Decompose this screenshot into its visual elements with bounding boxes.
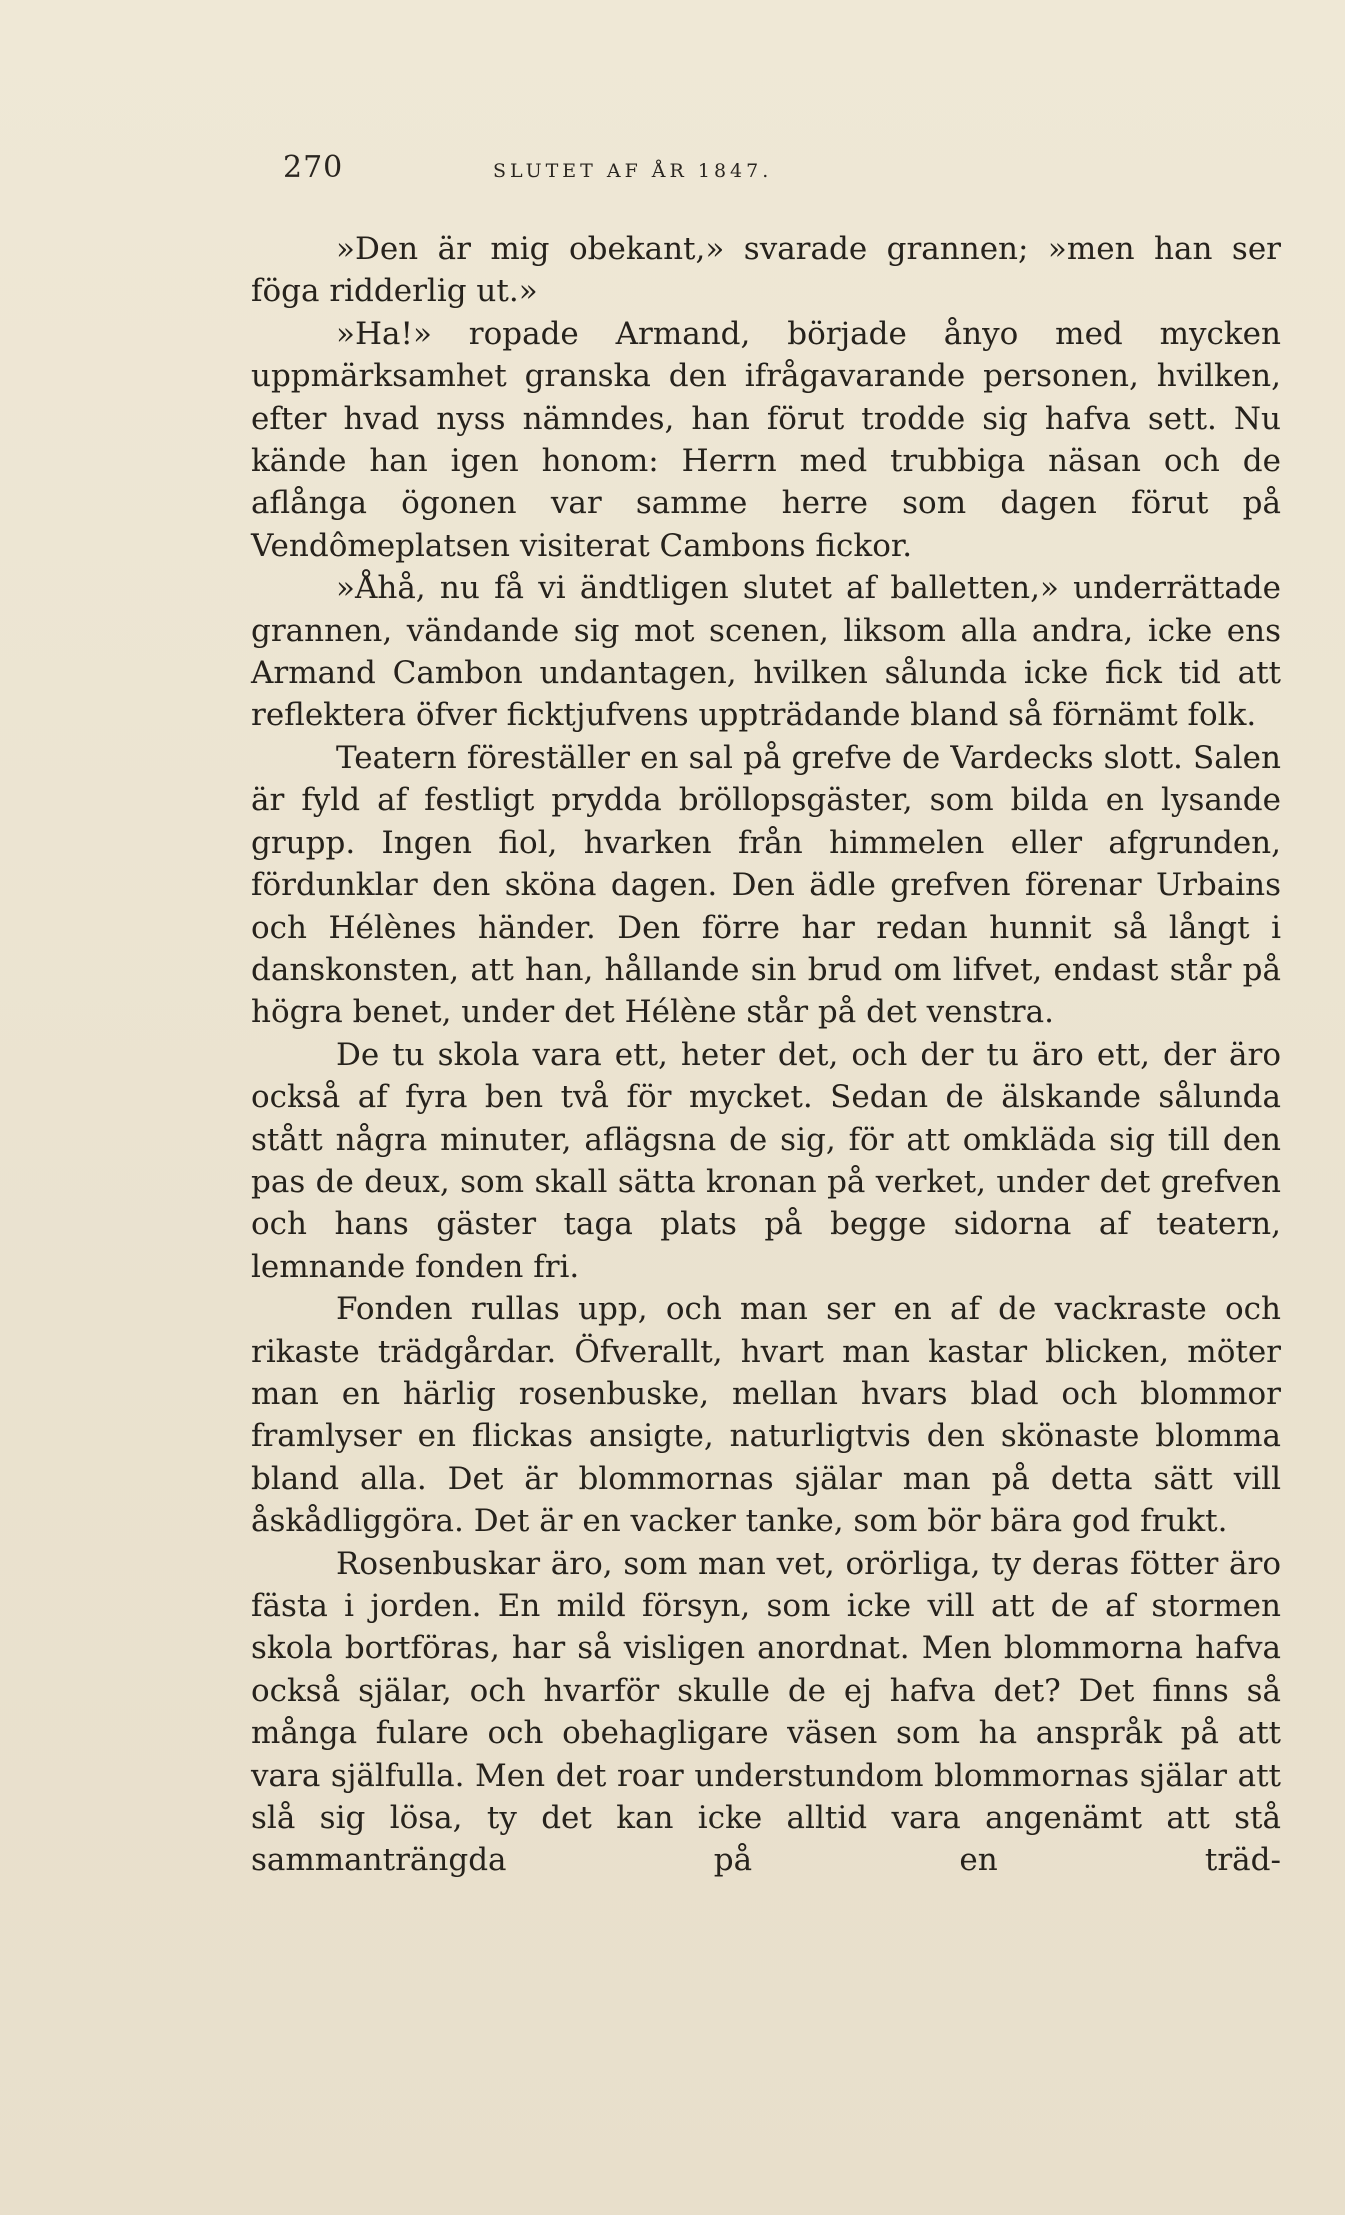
body-text <box>251 228 1281 1882</box>
paragraph-3: »Åhå, nu få vi ändtligen slutet af balletten,» underrättade grannen, vändande sig mot scenen, liksom alla andra, icke ens Armand Cambon undantagen, hvilken sålunda icke fick tid att reflektera öfver ficktjufvens uppträdande bland så förnämt folk. <box>251 570 1281 734</box>
paragraph-1: »Den är mig obekant,» svarade grannen; »men han ser föga ridderlig ut.» <box>251 231 1281 310</box>
page-header <box>283 150 1083 190</box>
paragraph-7: Rosenbuskar äro, som man vet, orörliga, ty deras fötter äro fästa i jorden. En mild försyn, som icke vill att de af stormen skola bortföras, har så visligen anordnat. Men blommorna hafva också själar, och hvarför skulle de ej hafva det? Det finns så många fulare och obehagligare väsen som ha anspråk på att vara själfulla. Men det roar understundom blommornas själar att slå sig lösa, ty det kan icke alltid vara angenämt att stå sammanträngda på en träd- <box>251 1545 1281 1879</box>
paragraph-6: Fonden rullas upp, och man ser en af de vackraste och rikaste trädgårdar. Öfverallt, hvart man kastar blicken, möter man en härlig rosenbuske, mellan hvars blad och blommor framlyser en flickas ansigte, naturligtvis den skönaste blomma bland alla. Det är blommornas själar man på detta sätt vill åskådliggöra. Det är en vacker tanke, som bör bära god frukt. <box>251 1291 1281 1540</box>
paragraph-4: Teatern föreställer en sal på grefve de Vardecks slott. Salen är fyld af festligt prydda bröllopsgäster, som bilda en lysande grupp. Ingen fiol, hvarken från himmelen eller afgrunden, fördunklar den sköna dagen. Den ädle grefven förenar Urbains och Hélènes händer. Den förre har redan hunnit så långt i danskonsten, att han, hållande sin brud om lifvet, endast står på högra benet, under det Hélène står på det venstra. <box>251 739 1281 1031</box>
paragraph-5: De tu skola vara ett, heter det, och der tu äro ett, der äro också af fyra ben två för mycket. Sedan de älskande sålunda stått några minuter, aflägsna de sig, för att omkläda sig till den pas de deux, som skall sätta kronan på verket, under det grefven och hans gäster taga plats på begge sidorna af teatern, lemnande fonden fri. <box>251 1036 1281 1285</box>
page-number: 270 <box>283 150 344 185</box>
running-head: SLUTET AF ÅR 1847. <box>493 160 773 182</box>
paragraph-2: »Ha!» ropade Armand, började ånyo med mycken uppmärksamhet granska den ifrågavarande personen, hvilken, efter hvad nyss nämndes, han förut trodde sig hafva sett. Nu kände han igen honom: Herrn med trubbiga näsan och de aflånga ögonen var samme herre som dagen förut på Vendômeplatsen visiterat Cambons fickor. <box>251 315 1281 564</box>
